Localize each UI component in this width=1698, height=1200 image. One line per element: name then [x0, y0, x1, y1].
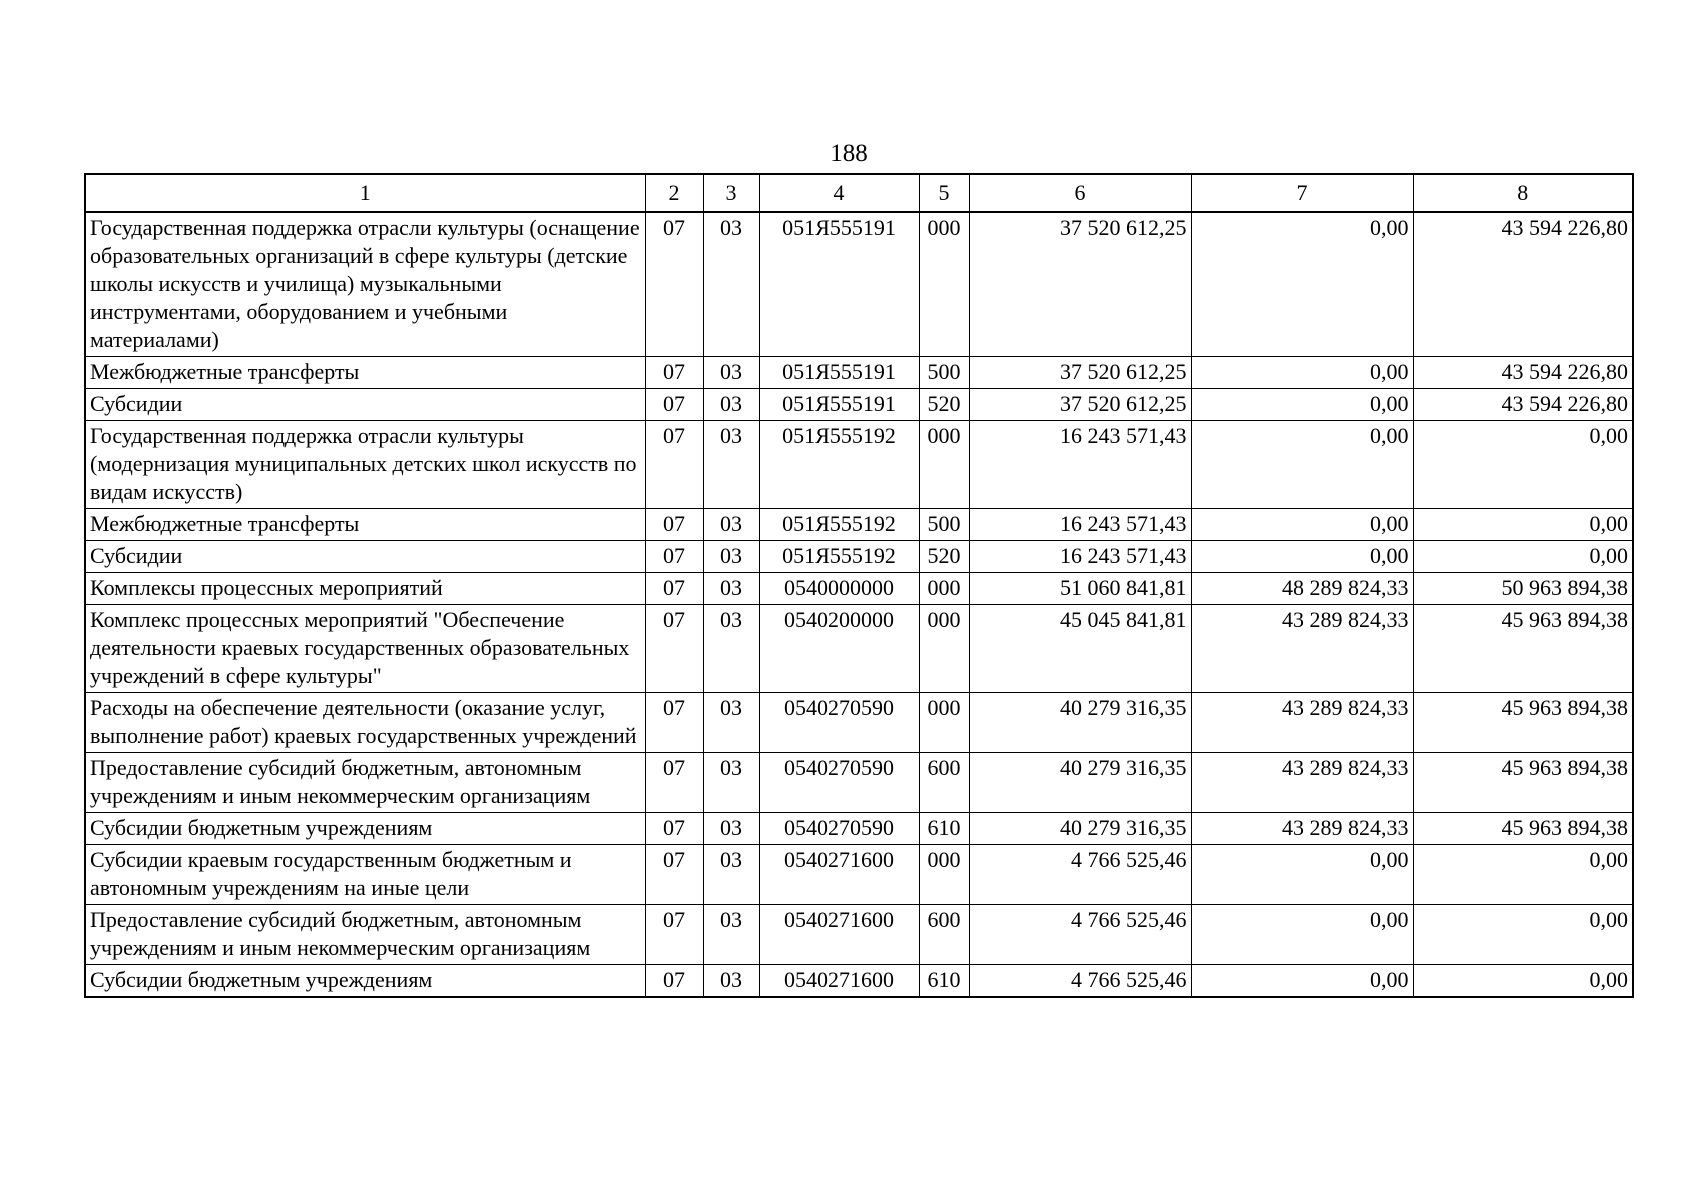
- amount-column-7-cell: 0,00: [1191, 509, 1413, 541]
- table-row: [85, 541, 1633, 573]
- row-name-cell: Государственная поддержка отрасли культуры (модернизация муниципальных детских школ искусств по видам искусств): [85, 421, 645, 509]
- section-code-cell: 07: [645, 421, 703, 509]
- target-article-cell: 051Я555192: [759, 421, 919, 509]
- amount-column-7-cell: 43 289 824,33: [1191, 753, 1413, 813]
- table-row: [85, 845, 1633, 905]
- column-header: 8: [1413, 174, 1633, 212]
- table-row: [85, 573, 1633, 605]
- amount-column-6-cell: 51 060 841,81: [969, 573, 1191, 605]
- table-row: [85, 813, 1633, 845]
- table-row: [85, 693, 1633, 753]
- subsection-code-cell: 03: [703, 813, 759, 845]
- amount-column-8-cell: 45 963 894,38: [1413, 753, 1633, 813]
- section-code-cell: 07: [645, 605, 703, 693]
- target-article-cell: 0540270590: [759, 753, 919, 813]
- target-article-cell: 051Я555191: [759, 357, 919, 389]
- row-name-cell: Субсидии бюджетным учреждениям: [85, 965, 645, 998]
- expense-type-cell: 520: [919, 541, 969, 573]
- amount-column-6-cell: 37 520 612,25: [969, 357, 1191, 389]
- section-code-cell: 07: [645, 813, 703, 845]
- expense-type-cell: 600: [919, 753, 969, 813]
- subsection-code-cell: 03: [703, 753, 759, 813]
- amount-column-6-cell: 45 045 841,81: [969, 605, 1191, 693]
- expense-type-cell: 610: [919, 813, 969, 845]
- amount-column-8-cell: 45 963 894,38: [1413, 813, 1633, 845]
- section-code-cell: 07: [645, 389, 703, 421]
- row-name-cell: Государственная поддержка отрасли культуры (оснащение образовательных организаций в сфере культуры (детские школы искусств и училища) музыкальными инструментами, оборудованием и учебными материалами): [85, 212, 645, 357]
- expense-type-cell: 000: [919, 693, 969, 753]
- subsection-code-cell: 03: [703, 605, 759, 693]
- subsection-code-cell: 03: [703, 965, 759, 998]
- budget-table: [84, 173, 1634, 998]
- expense-type-cell: 000: [919, 605, 969, 693]
- amount-column-6-cell: 4 766 525,46: [969, 845, 1191, 905]
- target-article-cell: 0540200000: [759, 605, 919, 693]
- subsection-code-cell: 03: [703, 357, 759, 389]
- expense-type-cell: 500: [919, 357, 969, 389]
- target-article-cell: 0540271600: [759, 845, 919, 905]
- subsection-code-cell: 03: [703, 421, 759, 509]
- expense-type-cell: 000: [919, 573, 969, 605]
- expense-type-cell: 600: [919, 905, 969, 965]
- row-name-cell: Предоставление субсидий бюджетным, автономным учреждениям и иным некоммерческим организациям: [85, 905, 645, 965]
- subsection-code-cell: 03: [703, 509, 759, 541]
- amount-column-7-cell: 0,00: [1191, 965, 1413, 998]
- amount-column-8-cell: 0,00: [1413, 541, 1633, 573]
- column-header: 5: [919, 174, 969, 212]
- amount-column-8-cell: 0,00: [1413, 845, 1633, 905]
- section-code-cell: 07: [645, 357, 703, 389]
- amount-column-8-cell: 50 963 894,38: [1413, 573, 1633, 605]
- row-name-cell: Субсидии: [85, 541, 645, 573]
- target-article-cell: 0540270590: [759, 693, 919, 753]
- header-row: [85, 174, 1633, 212]
- expense-type-cell: 610: [919, 965, 969, 998]
- table-row: [85, 357, 1633, 389]
- column-header: 1: [85, 174, 645, 212]
- subsection-code-cell: 03: [703, 389, 759, 421]
- row-name-cell: Субсидии: [85, 389, 645, 421]
- amount-column-8-cell: 0,00: [1413, 965, 1633, 998]
- subsection-code-cell: 03: [703, 693, 759, 753]
- amount-column-7-cell: 0,00: [1191, 389, 1413, 421]
- subsection-code-cell: 03: [703, 845, 759, 905]
- amount-column-6-cell: 4 766 525,46: [969, 965, 1191, 998]
- amount-column-8-cell: 43 594 226,80: [1413, 357, 1633, 389]
- column-header: 3: [703, 174, 759, 212]
- amount-column-6-cell: 40 279 316,35: [969, 693, 1191, 753]
- expense-type-cell: 520: [919, 389, 969, 421]
- amount-column-7-cell: 0,00: [1191, 845, 1413, 905]
- section-code-cell: 07: [645, 845, 703, 905]
- column-header: 2: [645, 174, 703, 212]
- expense-type-cell: 000: [919, 845, 969, 905]
- target-article-cell: 0540270590: [759, 813, 919, 845]
- column-header: 4: [759, 174, 919, 212]
- amount-column-7-cell: 0,00: [1191, 541, 1413, 573]
- row-name-cell: Межбюджетные трансферты: [85, 509, 645, 541]
- amount-column-6-cell: 16 243 571,43: [969, 421, 1191, 509]
- amount-column-7-cell: 48 289 824,33: [1191, 573, 1413, 605]
- amount-column-8-cell: 43 594 226,80: [1413, 212, 1633, 357]
- table-row: [85, 905, 1633, 965]
- table-body: [85, 212, 1633, 997]
- subsection-code-cell: 03: [703, 541, 759, 573]
- target-article-cell: 0540000000: [759, 573, 919, 605]
- amount-column-6-cell: 16 243 571,43: [969, 509, 1191, 541]
- section-code-cell: 07: [645, 753, 703, 813]
- table-row: [85, 965, 1633, 998]
- page-number: 188: [830, 140, 868, 167]
- row-name-cell: Межбюджетные трансферты: [85, 357, 645, 389]
- table-row: [85, 509, 1633, 541]
- row-name-cell: Предоставление субсидий бюджетным, автономным учреждениям и иным некоммерческим организациям: [85, 753, 645, 813]
- section-code-cell: 07: [645, 693, 703, 753]
- section-code-cell: 07: [645, 212, 703, 357]
- amount-column-7-cell: 43 289 824,33: [1191, 813, 1413, 845]
- row-name-cell: Комплекс процессных мероприятий "Обеспечение деятельности краевых государственных образовательных учреждений в сфере культуры": [85, 605, 645, 693]
- table-row: [85, 605, 1633, 693]
- amount-column-7-cell: 0,00: [1191, 212, 1413, 357]
- expense-type-cell: 000: [919, 421, 969, 509]
- target-article-cell: 0540271600: [759, 965, 919, 998]
- table-row: [85, 753, 1633, 813]
- expense-type-cell: 500: [919, 509, 969, 541]
- subsection-code-cell: 03: [703, 212, 759, 357]
- amount-column-7-cell: 0,00: [1191, 421, 1413, 509]
- target-article-cell: 051Я555192: [759, 509, 919, 541]
- section-code-cell: 07: [645, 541, 703, 573]
- amount-column-8-cell: 0,00: [1413, 421, 1633, 509]
- subsection-code-cell: 03: [703, 573, 759, 605]
- target-article-cell: 051Я555191: [759, 389, 919, 421]
- amount-column-6-cell: 37 520 612,25: [969, 212, 1191, 357]
- target-article-cell: 0540271600: [759, 905, 919, 965]
- row-name-cell: Комплексы процессных мероприятий: [85, 573, 645, 605]
- row-name-cell: Субсидии бюджетным учреждениям: [85, 813, 645, 845]
- table-row: [85, 389, 1633, 421]
- amount-column-7-cell: 0,00: [1191, 357, 1413, 389]
- amount-column-7-cell: 43 289 824,33: [1191, 605, 1413, 693]
- section-code-cell: 07: [645, 573, 703, 605]
- row-name-cell: Субсидии краевым государственным бюджетным и автономным учреждениям на иные цели: [85, 845, 645, 905]
- amount-column-6-cell: 16 243 571,43: [969, 541, 1191, 573]
- amount-column-8-cell: 0,00: [1413, 509, 1633, 541]
- amount-column-7-cell: 0,00: [1191, 905, 1413, 965]
- amount-column-7-cell: 43 289 824,33: [1191, 693, 1413, 753]
- amount-column-8-cell: 43 594 226,80: [1413, 389, 1633, 421]
- section-code-cell: 07: [645, 905, 703, 965]
- subsection-code-cell: 03: [703, 905, 759, 965]
- amount-column-8-cell: 45 963 894,38: [1413, 605, 1633, 693]
- table-row: [85, 421, 1633, 509]
- amount-column-8-cell: 45 963 894,38: [1413, 693, 1633, 753]
- amount-column-6-cell: 4 766 525,46: [969, 905, 1191, 965]
- row-name-cell: Расходы на обеспечение деятельности (оказание услуг, выполнение работ) краевых государственных учреждений: [85, 693, 645, 753]
- amount-column-8-cell: 0,00: [1413, 905, 1633, 965]
- target-article-cell: 051Я555191: [759, 212, 919, 357]
- column-header: 7: [1191, 174, 1413, 212]
- amount-column-6-cell: 37 520 612,25: [969, 389, 1191, 421]
- amount-column-6-cell: 40 279 316,35: [969, 753, 1191, 813]
- table-row: [85, 212, 1633, 357]
- section-code-cell: 07: [645, 965, 703, 998]
- target-article-cell: 051Я555192: [759, 541, 919, 573]
- column-header: 6: [969, 174, 1191, 212]
- amount-column-6-cell: 40 279 316,35: [969, 813, 1191, 845]
- section-code-cell: 07: [645, 509, 703, 541]
- expense-type-cell: 000: [919, 212, 969, 357]
